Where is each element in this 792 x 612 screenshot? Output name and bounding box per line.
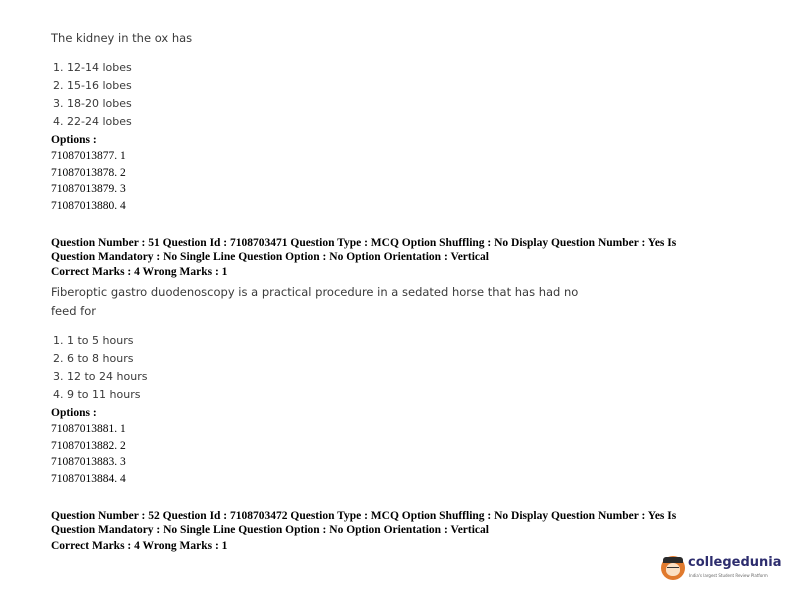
question-header: Question Number : 51 Question Id : 7108703471 Question Type : MCQ Option Shuffling : No Display Question Number : Yes Is <box>51 237 677 249</box>
options-label: Options : <box>51 134 97 146</box>
option-id-4: 71087013884. 4 <box>51 473 126 485</box>
choice-4: 4. 22-24 lobes <box>53 115 132 128</box>
question-header-cont: Question Mandatory : No Single Line Question Option : No Option Orientation : Vertical <box>51 251 489 263</box>
logo-wordmark: collegedunia <box>688 555 782 570</box>
choice-1: 1. 12-14 lobes <box>53 61 132 74</box>
question-text: The kidney in the ox has <box>51 31 193 45</box>
option-id-2: 71087013878. 2 <box>51 167 126 179</box>
question-header-cont: Question Mandatory : No Single Line Question Option : No Option Orientation : Vertical <box>51 524 489 536</box>
option-id-1: 71087013877. 1 <box>51 150 126 162</box>
option-id-4: 71087013880. 4 <box>51 200 126 212</box>
option-id-2: 71087013882. 2 <box>51 440 126 452</box>
collegedunia-logo <box>661 553 782 585</box>
choice-4: 4. 9 to 11 hours <box>53 388 141 401</box>
marks-line: Correct Marks : 4 Wrong Marks : 1 <box>51 266 228 278</box>
logo-tagline: India's largest Student Review Platform <box>689 573 768 578</box>
question-text: Fiberoptic gastro duodenoscopy is a practical procedure in a sedated horse that has had no <box>51 285 579 299</box>
question-header: Question Number : 52 Question Id : 7108703472 Question Type : MCQ Option Shuffling : No Display Question Number : Yes Is <box>51 510 677 522</box>
choice-2: 2. 15-16 lobes <box>53 79 132 92</box>
choice-1: 1. 1 to 5 hours <box>53 334 134 347</box>
option-id-3: 71087013879. 3 <box>51 183 126 195</box>
options-label: Options : <box>51 407 97 419</box>
graduate-face-icon <box>661 556 685 580</box>
option-id-1: 71087013881. 1 <box>51 423 126 435</box>
choice-2: 2. 6 to 8 hours <box>53 352 134 365</box>
marks-line: Correct Marks : 4 Wrong Marks : 1 <box>51 540 228 552</box>
choice-3: 3. 18-20 lobes <box>53 97 132 110</box>
choice-3: 3. 12 to 24 hours <box>53 370 148 383</box>
option-id-3: 71087013883. 3 <box>51 456 126 468</box>
question-text-cont: feed for <box>51 304 96 318</box>
